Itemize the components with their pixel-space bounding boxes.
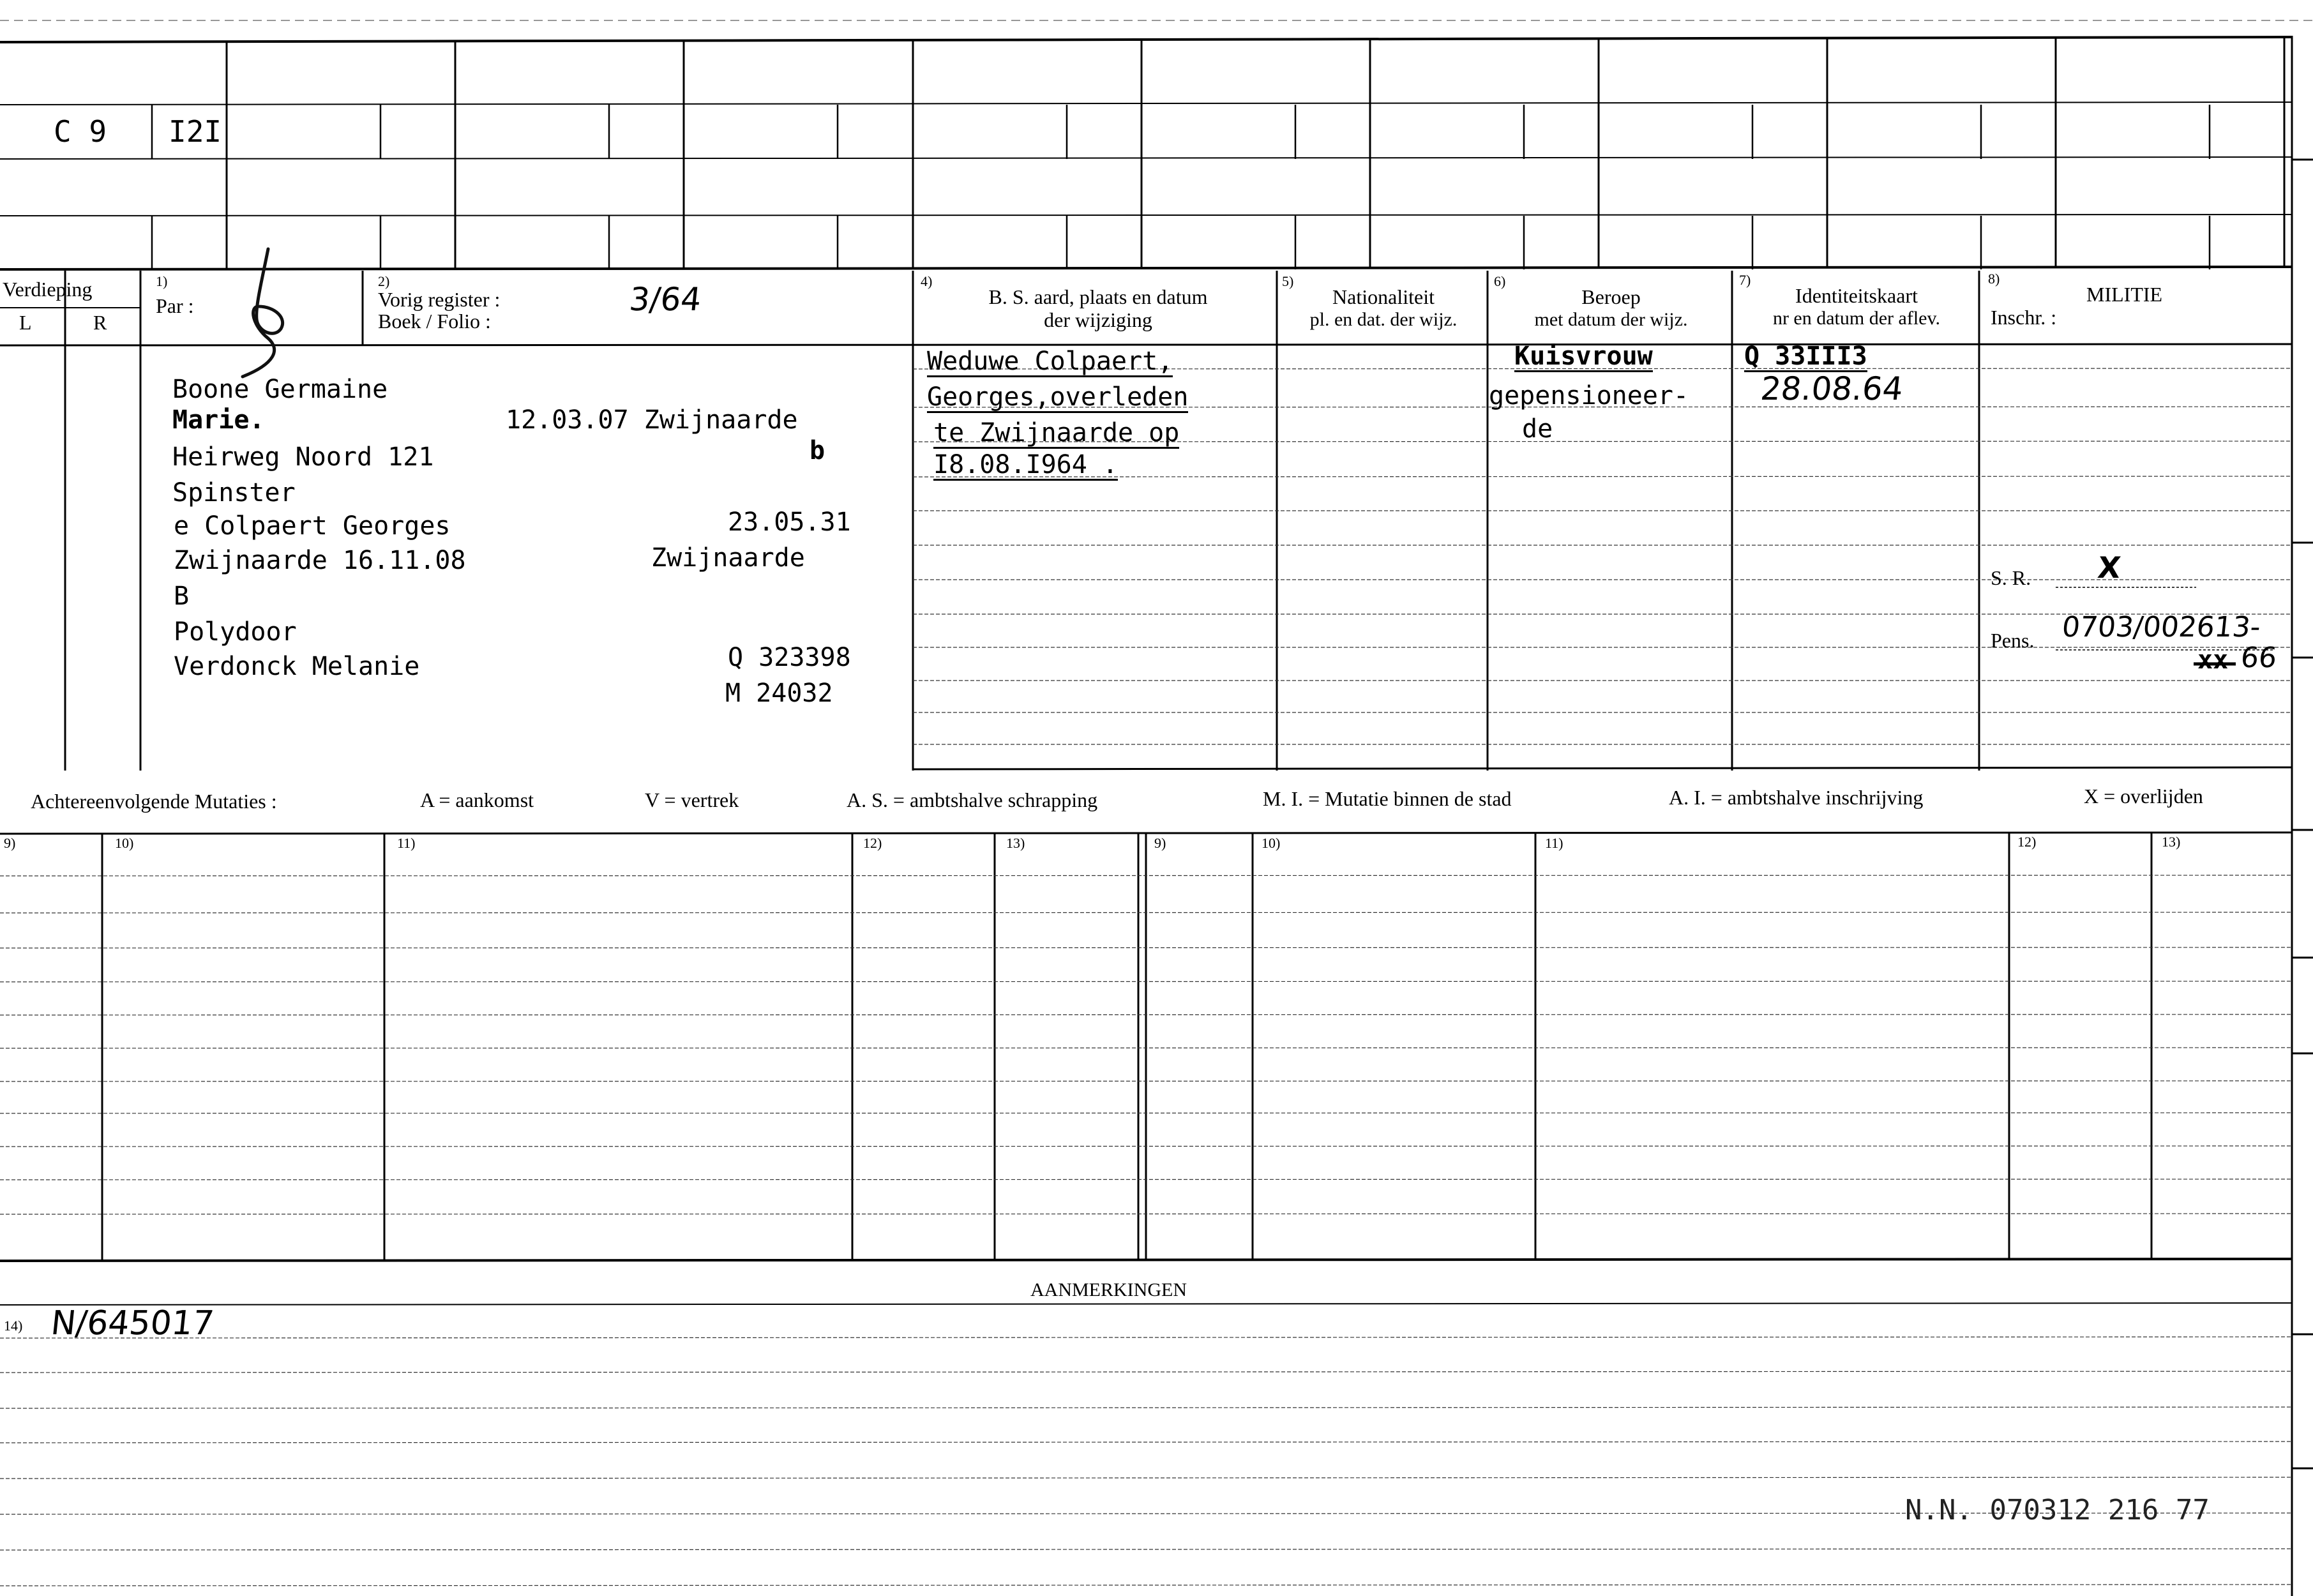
par-label: Par : (156, 294, 194, 317)
person-spouse: e Colpaert Georges (174, 511, 451, 541)
person-birth-mark: b (810, 436, 825, 465)
section-4-number: 4) (921, 273, 933, 289)
section-2-number: 2) (378, 273, 390, 289)
section-4-line-4: I8.08.I964 . (933, 450, 1118, 479)
mutation-col-9-left: 9) (4, 835, 16, 851)
pens-label: Pens. (1991, 629, 2035, 652)
person-occupation: Spinster (172, 478, 296, 508)
person-id-m: M 24032 (725, 679, 833, 708)
person-id-q: Q 323398 (728, 643, 851, 672)
mutation-col-12-left: 12) (863, 835, 882, 851)
vorig-register-label: Vorig register : (378, 288, 501, 311)
militie-header: MILITIE (2086, 283, 2163, 306)
legend-ambtshalve-schrapping: A. S. = ambtshalve schrapping (847, 788, 1098, 811)
mutation-col-10-left: 10) (115, 835, 134, 851)
remarks-value: N/645017 (49, 1304, 216, 1343)
verdieping-l: L (19, 311, 32, 334)
par-handwritten-mark (230, 243, 306, 383)
mutation-col-11-right: 11) (1545, 835, 1563, 851)
mutation-col-12-right: 12) (2017, 834, 2037, 850)
section-8-number: 8) (1988, 271, 2000, 287)
verdieping-label: Verdieping (3, 278, 93, 301)
person-birth: 12.03.07 Zwijnaarde (506, 405, 798, 435)
mutation-col-11-left: 11) (397, 835, 416, 851)
section-6-header-1: Beroep (1581, 285, 1641, 308)
pens-suffix: 66 (2239, 642, 2279, 674)
remarks-nn-number: N.N. 070312 216 77 (1905, 1494, 2210, 1526)
section-4-line-3: te Zwijnaarde op (933, 418, 1180, 448)
section-6-header-2: met datum der wijz. (1534, 309, 1688, 330)
section-6-line-2: gepensioneer- (1489, 381, 1689, 410)
vorig-register-value: 3/64 (627, 281, 704, 318)
mutation-col-13-left: 13) (1006, 835, 1025, 851)
section-4-line-2: Georges,overleden (927, 382, 1189, 412)
section-5-header-2: pl. en dat. der wijz. (1309, 309, 1458, 330)
person-letter-b: B (174, 582, 190, 611)
section-1-number: 1) (156, 273, 168, 289)
person-mother: Verdonck Melanie (174, 652, 420, 681)
person-name-line1: Boone Germaine (172, 375, 388, 404)
remarks-title: AANMERKINGEN (1030, 1279, 1187, 1300)
section-7-line-1: Q 33III3 (1744, 342, 1867, 371)
mutation-col-13-right: 13) (2162, 834, 2181, 850)
legend-overlijden: X = overlijden (2084, 785, 2203, 808)
person-marriage-date: 23.05.31 (728, 508, 851, 537)
remarks-number: 14) (4, 1318, 23, 1334)
section-5-header-1: Nationaliteit (1332, 285, 1435, 308)
section-6-line-1: Kuisvrouw (1514, 342, 1653, 371)
section-7-header-2: nr en datum der aflev. (1772, 308, 1941, 329)
mutation-col-9-right: 9) (1154, 835, 1166, 851)
section-4-header-2: der wijziging (1044, 308, 1152, 331)
person-name-line2: Marie. (172, 405, 265, 435)
sr-value: X (2096, 550, 2123, 585)
sr-label: S. R. (1991, 566, 2031, 589)
section-6-line-3: de (1522, 414, 1553, 444)
section-5-number: 5) (1282, 273, 1294, 289)
legend-vertrek: V = vertrek (645, 788, 739, 811)
section-6-number: 6) (1494, 273, 1506, 289)
mutation-col-10-right: 10) (1262, 835, 1281, 851)
card-number: I2I (169, 114, 222, 149)
person-father: Polydoor (174, 617, 297, 647)
person-address: Heirweg Noord 121 (172, 442, 434, 472)
legend-ambtshalve-inschrijving: A. I. = ambtshalve inschrijving (1669, 786, 1924, 809)
section-7-line-2: 28.08.64 (1758, 370, 1905, 407)
section-4-header-1: B. S. aard, plaats en datum (988, 285, 1208, 308)
card-code: C 9 (54, 114, 107, 149)
person-spouse-birth: Zwijnaarde 16.11.08 (174, 546, 466, 575)
legend-mutatie-binnen-stad: M. I. = Mutatie binnen de stad (1263, 787, 1512, 810)
boek-folio-label: Boek / Folio : (378, 310, 491, 333)
pens-struck: xx (2197, 645, 2229, 675)
section-7-header-1: Identiteitskaart (1795, 284, 1918, 307)
inschr-label: Inschr. : (1991, 306, 2057, 329)
section-7-number: 7) (1739, 272, 1751, 288)
person-marriage-place: Zwijnaarde (651, 543, 805, 573)
legend-title: Achtereenvolgende Mutaties : (31, 790, 277, 813)
section-4-line-1: Weduwe Colpaert, (927, 347, 1173, 376)
pens-value: 0703/002613- (2060, 611, 2263, 644)
legend-aankomst: A = aankomst (420, 788, 534, 811)
verdieping-r: R (93, 311, 107, 334)
